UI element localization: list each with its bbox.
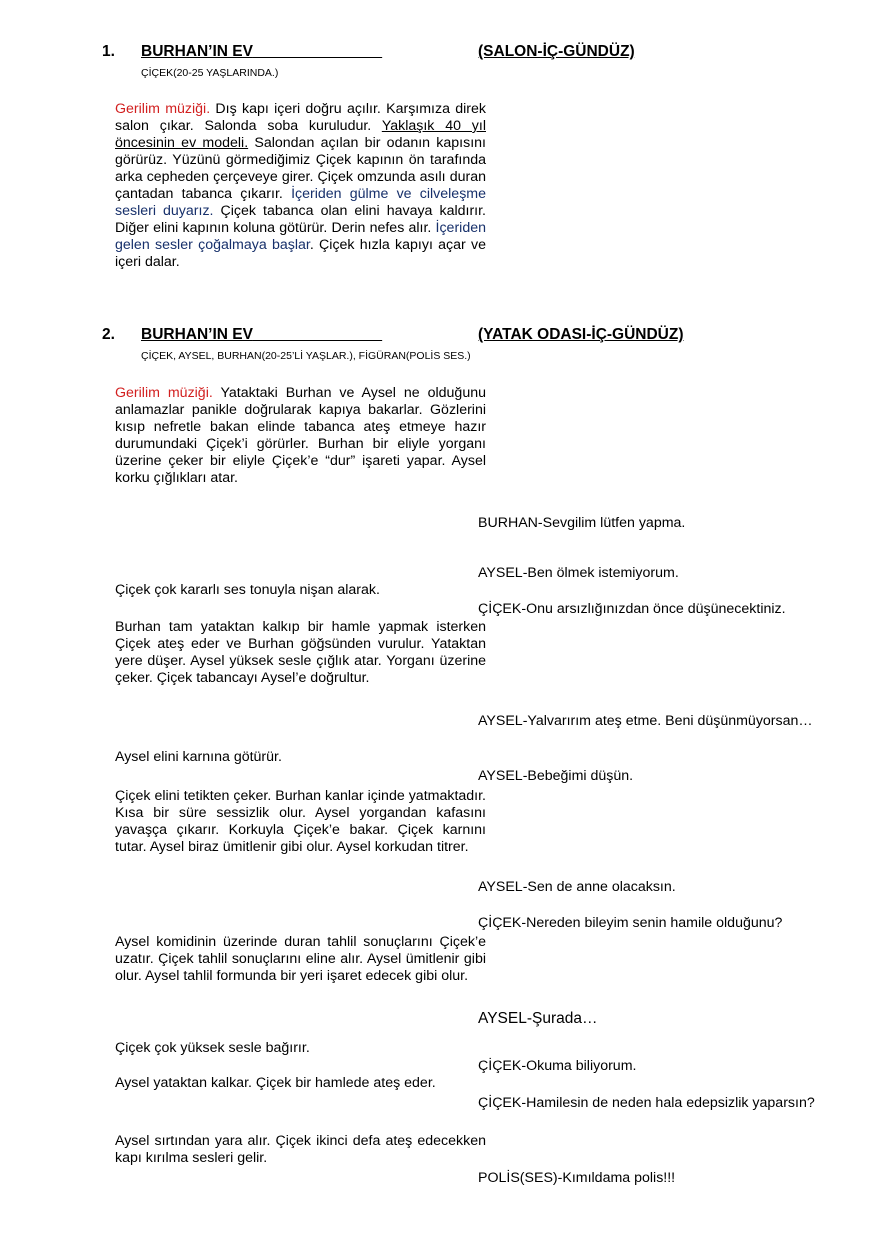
sound-cue: İçeriden gülme ve cilveleşme sesleri duyarız. [115, 186, 487, 219]
music-cue: Gerilim müziği. [115, 101, 211, 117]
scene-2-location: BURHAN’IN EV [141, 326, 253, 343]
dialogue-line: ÇİÇEK-Nereden bileyim senin hamile olduğunu? [478, 915, 783, 931]
action-line: Aysel sırtından yara alır. Çiçek ikinci defa ateş edecekken kapı kırılma sesleri gelir. [115, 1133, 486, 1166]
action-line: Aysel elini karnına götürür. [115, 749, 282, 765]
dialogue-line: AYSEL-Yalvarırım ateş etme. Beni düşünmüyorsan… [478, 713, 813, 729]
scene-2-number: 2. [102, 326, 115, 343]
action-line: Aysel yataktan kalkar. Çiçek bir hamlede ateş eder. [115, 1075, 436, 1091]
sound-cue: İçeriden gelen sesler çoğalmaya başlar [115, 220, 486, 253]
dialogue-line: ÇİÇEK-Hamilesin de neden hala edepsizlik yaparsın? [478, 1095, 815, 1111]
scene-1-number: 1. [102, 43, 115, 60]
dialogue-line: AYSEL-Sen de anne olacaksın. [478, 879, 676, 895]
scene-2-characters: ÇİÇEK, AYSEL, BURHAN(20-25’Lİ YAŞLAR.), FİGÜRAN(POLİS SES.) [141, 350, 471, 362]
action-line: Çiçek elini tetikten çeker. Burhan kanlar içinde yatmaktadır. Kısa bir süre sessizlik olur. Aysel yorgandan kafasını yavaşça çıkarır. Korkuyla Çiçek’e bakar. Çiçek karnını tutar. Aysel biraz ümitlenir gibi olur. Aysel korkudan titrer. [115, 788, 486, 855]
dialogue-line: AYSEL-Bebeğimi düşün. [478, 768, 634, 784]
scene-2-action: Gerilim müziği. Yataktaki Burhan ve Aysel ne olduğunu anlamazlar panikle doğrularak kapıya bakarlar. Gözlerini kısıp nefretle bakan elinde tabanca ateş etmeye hazır durumundaki Çiçek’i görürler. Burhan bir eliyle yorganı üzerine çeker bir eliyle Çiçek’e “dur” işareti yapar. Aysel korku çığlıkları atar. [115, 385, 486, 486]
dialogue-line: BURHAN-Sevgilim lütfen yapma. [478, 515, 686, 531]
dialogue-line: ÇİÇEK-Onu arsızlığınızdan önce düşünecektiniz. [478, 601, 786, 617]
dialogue-line: POLİS(SES)-Kımıldama polis!!! [478, 1170, 676, 1186]
music-cue: Gerilim müziği. [115, 385, 213, 401]
scene-1-time: (SALON-İÇ-GÜNDÜZ) [478, 43, 635, 60]
scene-1-characters: ÇİÇEK(20-25 YAŞLARINDA.) [141, 67, 279, 79]
dialogue-line: AYSEL-Ben ölmek istemiyorum. [478, 565, 679, 581]
scene-2-time: (YATAK ODASI-İÇ-GÜNDÜZ) [478, 326, 684, 343]
action-line: Çiçek çok kararlı ses tonuyla nişan alarak. [115, 582, 380, 598]
set-note: Yaklaşık 40 yıl öncesinin ev modeli. [115, 118, 486, 151]
dialogue-line: ÇİÇEK-Okuma biliyorum. [478, 1058, 637, 1074]
scene-1-location: BURHAN’IN EV [141, 43, 253, 60]
action-line: Aysel komidinin üzerinde duran tahlil sonuçlarını Çiçek’e uzatır. Çiçek tahlil sonuçlarını eline alır. Aysel ümitlenir gibi olur. Aysel tahlil formunda bir yeri işaret edecek gibi olur. [115, 934, 486, 984]
scene-1-action: Gerilim müziği. Dış kapı içeri doğru açılır. Karşımıza direk salon çıkar. Salonda soba kuruludur. Yaklaşık 40 yıl öncesinin ev modeli. Salondan açılan bir odanın kapısını görürüz. Yüzünü görmediğimiz Çiçek kapının ön tarafında arka cepheden çerçeveye girer. Çiçek omzunda asılı duran çantadan tabanca çıkarır. İçeriden gülme ve cilveleşme sesleri duyarız. Çiçek tabanca olan elini havaya kaldırır. Diğer elini kapının koluna götürür. Derin nefes alır. İçeriden gelen sesler çoğalmaya başlar. Çiçek hızla kapıyı açar ve içeri dalar. [115, 101, 487, 270]
dialogue-line: AYSEL-Şurada… [478, 1010, 598, 1027]
action-line: Burhan tam yataktan kalkıp bir hamle yapmak isterken Çiçek ateş eder ve Burhan göğsünden vurulur. Yataktan yere düşer. Aysel yüksek sesle çığlık atar. Yorganı üzerine çeker. Çiçek tabancayı Aysel’e doğrultur. [115, 619, 486, 686]
action-line: Çiçek çok yüksek sesle bağırır. [115, 1040, 310, 1056]
